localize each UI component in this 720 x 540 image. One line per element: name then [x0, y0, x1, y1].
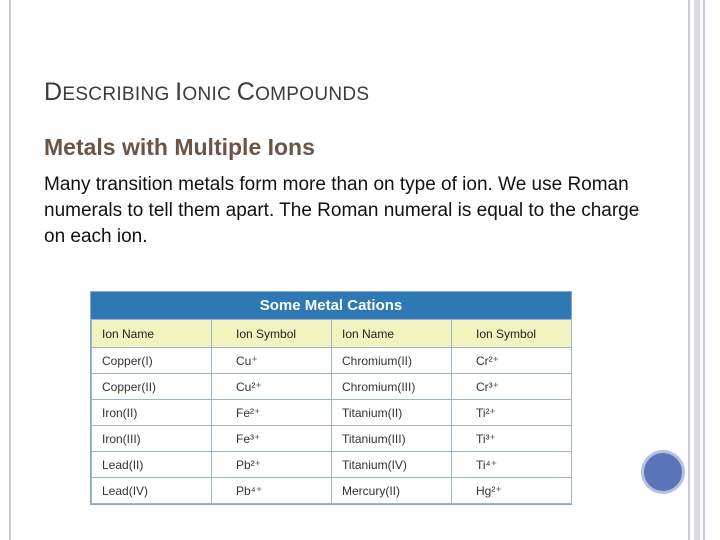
ion-symbol-cell: Cu⁺	[212, 348, 332, 374]
table-row	[92, 426, 572, 452]
ion-symbol-cell: Hg²⁺	[452, 478, 572, 504]
slide-body-text: Many transition metals form more than on type of ion. We use Roman numerals to tell them apart. The Roman numeral is equal to the charge on each ion.	[44, 174, 640, 247]
slide-title	[44, 78, 369, 107]
ion-name-cell: Titanium(II)	[332, 400, 452, 426]
ion-name-cell: Copper(II)	[92, 374, 212, 400]
table-row	[92, 374, 572, 400]
ion-name-cell: Chromium(III)	[332, 374, 452, 400]
title-word-1: ESCRIBING	[62, 84, 176, 105]
slide-subtitle: Metals with Multiple Ions	[44, 134, 315, 160]
table-row	[92, 400, 572, 426]
ion-symbol-cell: Pb²⁺	[212, 452, 332, 478]
metal-cations-table	[90, 291, 572, 505]
cations-grid	[91, 319, 572, 504]
table-caption: Some Metal Cations	[91, 292, 571, 319]
table-header-row	[92, 320, 572, 348]
ion-name-cell: Mercury(II)	[332, 478, 452, 504]
ion-symbol-cell: Fe³⁺	[212, 426, 332, 452]
right-rule-3	[703, 0, 705, 540]
header-ion-name: Ion Name	[332, 320, 452, 348]
title-initial-3: C	[236, 78, 256, 106]
ion-name-cell: Iron(II)	[92, 400, 212, 426]
ion-symbol-cell: Pb⁴⁺	[212, 478, 332, 504]
ion-name-cell: Chromium(II)	[332, 348, 452, 374]
table-row	[92, 452, 572, 478]
header-ion-symbol: Ion Symbol	[452, 320, 572, 348]
right-rule-2	[694, 0, 700, 540]
title-word-2: ONIC	[182, 84, 237, 105]
ion-symbol-cell: Ti²⁺	[452, 400, 572, 426]
left-border-rule	[9, 0, 11, 540]
header-ion-name: Ion Name	[92, 320, 212, 348]
title-initial-2: I	[175, 78, 183, 106]
ion-name-cell: Lead(IV)	[92, 478, 212, 504]
ion-name-cell: Titanium(IV)	[332, 452, 452, 478]
title-word-3: OMPOUNDS	[255, 84, 370, 105]
ion-symbol-cell: Cr²⁺	[452, 348, 572, 374]
ion-symbol-cell: Cu²⁺	[212, 374, 332, 400]
ion-symbol-cell: Fe²⁺	[212, 400, 332, 426]
table-row	[92, 348, 572, 374]
ion-symbol-cell: Ti³⁺	[452, 426, 572, 452]
ion-name-cell: Titanium(III)	[332, 426, 452, 452]
table-row	[92, 478, 572, 504]
title-initial-1: D	[44, 78, 63, 106]
right-border-rules	[688, 0, 720, 540]
slide-nav-circle[interactable]	[641, 450, 685, 494]
header-ion-symbol: Ion Symbol	[212, 320, 332, 348]
ion-name-cell: Copper(I)	[92, 348, 212, 374]
ion-name-cell: Lead(II)	[92, 452, 212, 478]
ion-symbol-cell: Ti⁴⁺	[452, 452, 572, 478]
ion-symbol-cell: Cr³⁺	[452, 374, 572, 400]
ion-name-cell: Iron(III)	[92, 426, 212, 452]
right-rule-1	[688, 0, 690, 540]
